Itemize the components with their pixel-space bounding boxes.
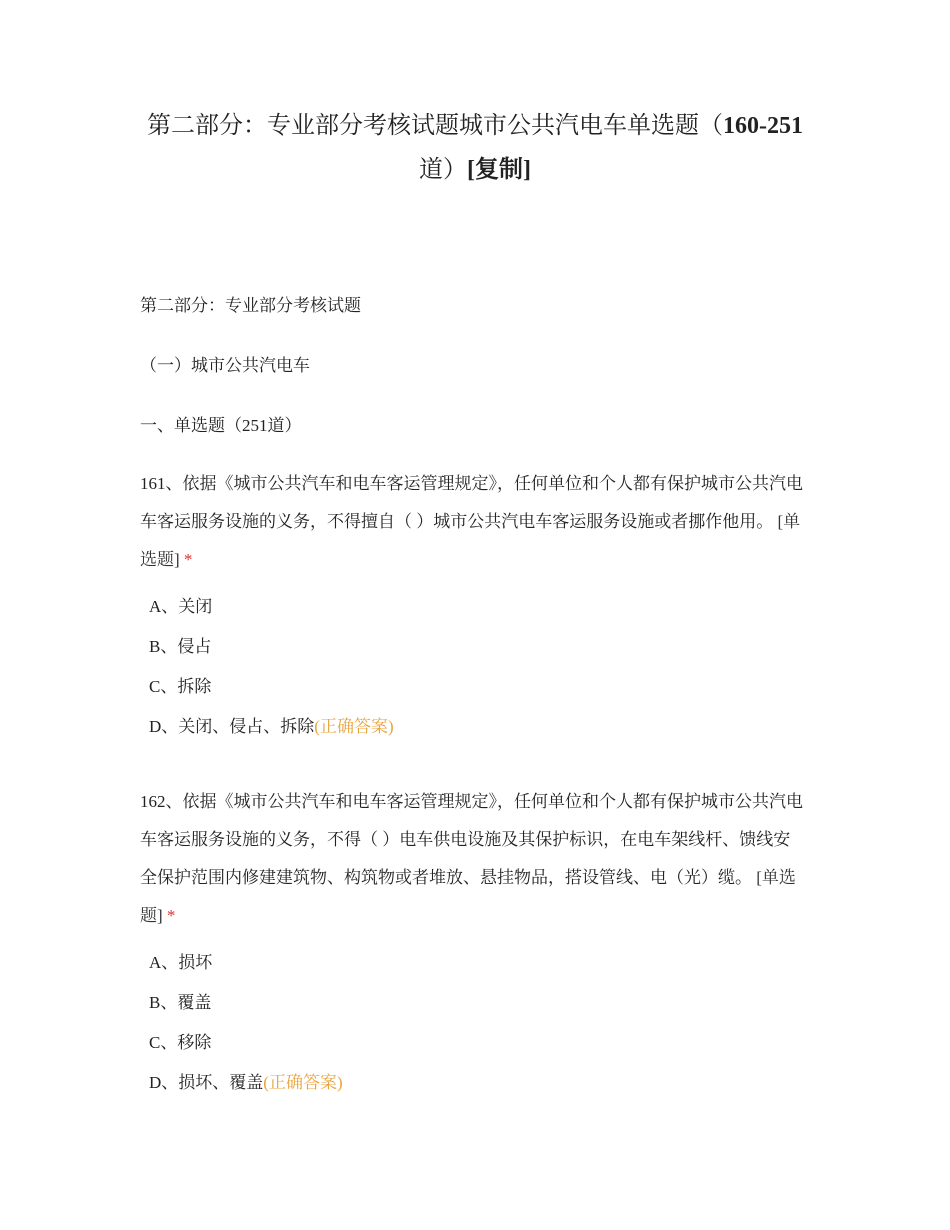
options-list xyxy=(140,943,805,1103)
subsection-heading: （一）城市公共汽电车 xyxy=(140,356,310,375)
option-b[interactable]: B、覆盖 xyxy=(149,993,212,1012)
question-stem: 162、依据《城市公共汽车和电车客运管理规定》，任何单位和个人都有保护城市公共汽电车客运服务设施的义务，不得（ ）电车供电设施及其保护标识，在电车架线杆、馈线安全保护范围内修建建筑物、构筑物或者堆放、悬挂物品，搭设管线、电（光）缆。 xyxy=(140,792,803,887)
question-161 xyxy=(140,465,805,747)
question-stem: 161、依据《城市公共汽车和电车客运管理规定》，任何单位和个人都有保护城市公共汽电车客运服务设施的义务，不得擅自（ ）城市公共汽电车客运服务设施或者挪作他用。 xyxy=(140,474,803,531)
question-type-tag: [单选题] xyxy=(140,868,796,925)
option-d[interactable] xyxy=(140,707,805,747)
required-mark: * xyxy=(183,550,193,569)
page-title xyxy=(140,104,810,192)
option-b[interactable]: B、侵占 xyxy=(149,637,212,656)
question-text xyxy=(140,783,805,935)
title-text-part1: 第二部分：专业部分考核试题城市公共汽电车单选题（ xyxy=(147,113,723,139)
correct-answer-mark: (正确答案) xyxy=(263,1073,343,1092)
section-heading: 第二部分：专业部分考核试题 xyxy=(140,296,361,315)
question-text xyxy=(140,465,805,579)
option-a[interactable]: A、关闭 xyxy=(149,597,213,616)
required-mark: * xyxy=(166,906,176,925)
option-a[interactable]: A、损坏 xyxy=(149,953,213,972)
question-162 xyxy=(140,783,805,1103)
title-range: 160-251 xyxy=(723,113,803,139)
option-c[interactable]: C、移除 xyxy=(149,1033,212,1052)
option-d-label: D、损坏、覆盖 xyxy=(149,1073,264,1092)
title-copy-link[interactable]: [复制] xyxy=(467,157,531,183)
option-c[interactable]: C、拆除 xyxy=(149,677,212,696)
option-d-label: D、关闭、侵占、拆除 xyxy=(149,717,315,736)
question-type-heading: 一、单选题（251道） xyxy=(140,416,302,435)
correct-answer-mark: (正确答案) xyxy=(314,717,394,736)
options-list xyxy=(140,587,805,747)
title-text-part2: 道） xyxy=(419,157,467,183)
option-d[interactable] xyxy=(140,1063,805,1103)
question-type-tag: [单选题] xyxy=(140,512,801,569)
